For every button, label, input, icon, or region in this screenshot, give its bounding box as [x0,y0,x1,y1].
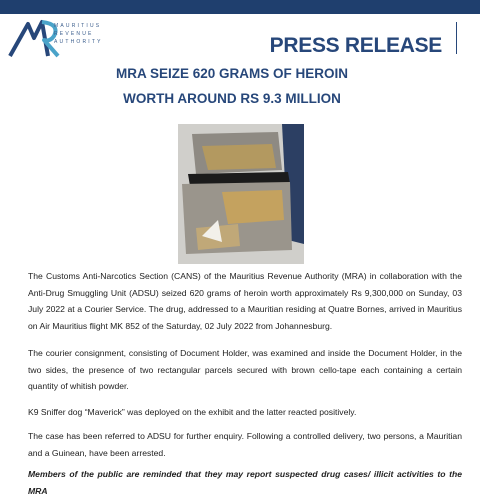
press-divider [456,22,457,54]
top-banner [0,0,480,14]
headline-line-1: MRA SEIZE 620 GRAMS OF HEROIN [115,66,349,81]
org-line: MAURITIUS [54,23,102,29]
body-paragraph-1: The Customs Anti-Narcotics Section (CANS) of the Mauritius Revenue Authority (MRA) in collaboration with the Anti-Drug Smuggling Unit (ADSU) seized 620 grams of heroin worth approximately Rs 9,300,000 on Sunday, 03 July 2022 at a Courier Service. The drug, addressed to a Mauritian residing at Quatre Bornes, arrived in Mauritius on Air Mauritius flight MK 852 of the Saturday, 02 July 2022 from Johannesburg. [28,271,462,331]
press-release-label: PRESS RELEASE [269,34,442,57]
body-paragraph-2: The courier consignment, consisting of Document Holder, was examined and inside the Document Holder, in the two sides, the presence of two rectangular parcels secured with brown cello-tape each containing a certain quantity of whitish powder. [28,348,462,392]
headline-line-2: WORTH AROUND RS 9.3 MILLION [123,91,341,106]
seized-parcels-photo [178,124,304,264]
body-paragraph-4: The case has been referred to ADSU for further enquiry. Following a controlled delivery, two persons, a Mauritian and a Guinean, have been arrested. [28,431,462,458]
org-line: REVENUE [54,31,94,37]
org-line: AUTHORITY [54,39,103,45]
org-name [54,22,103,46]
body-paragraph-3: K9 Sniffer dog “Maverick” was deployed on the exhibit and the latter reacted positively. [28,407,357,417]
body-paragraph-5: Members of the public are reminded that they may report suspected drug cases/ illicit activities to the MRA [28,469,462,496]
